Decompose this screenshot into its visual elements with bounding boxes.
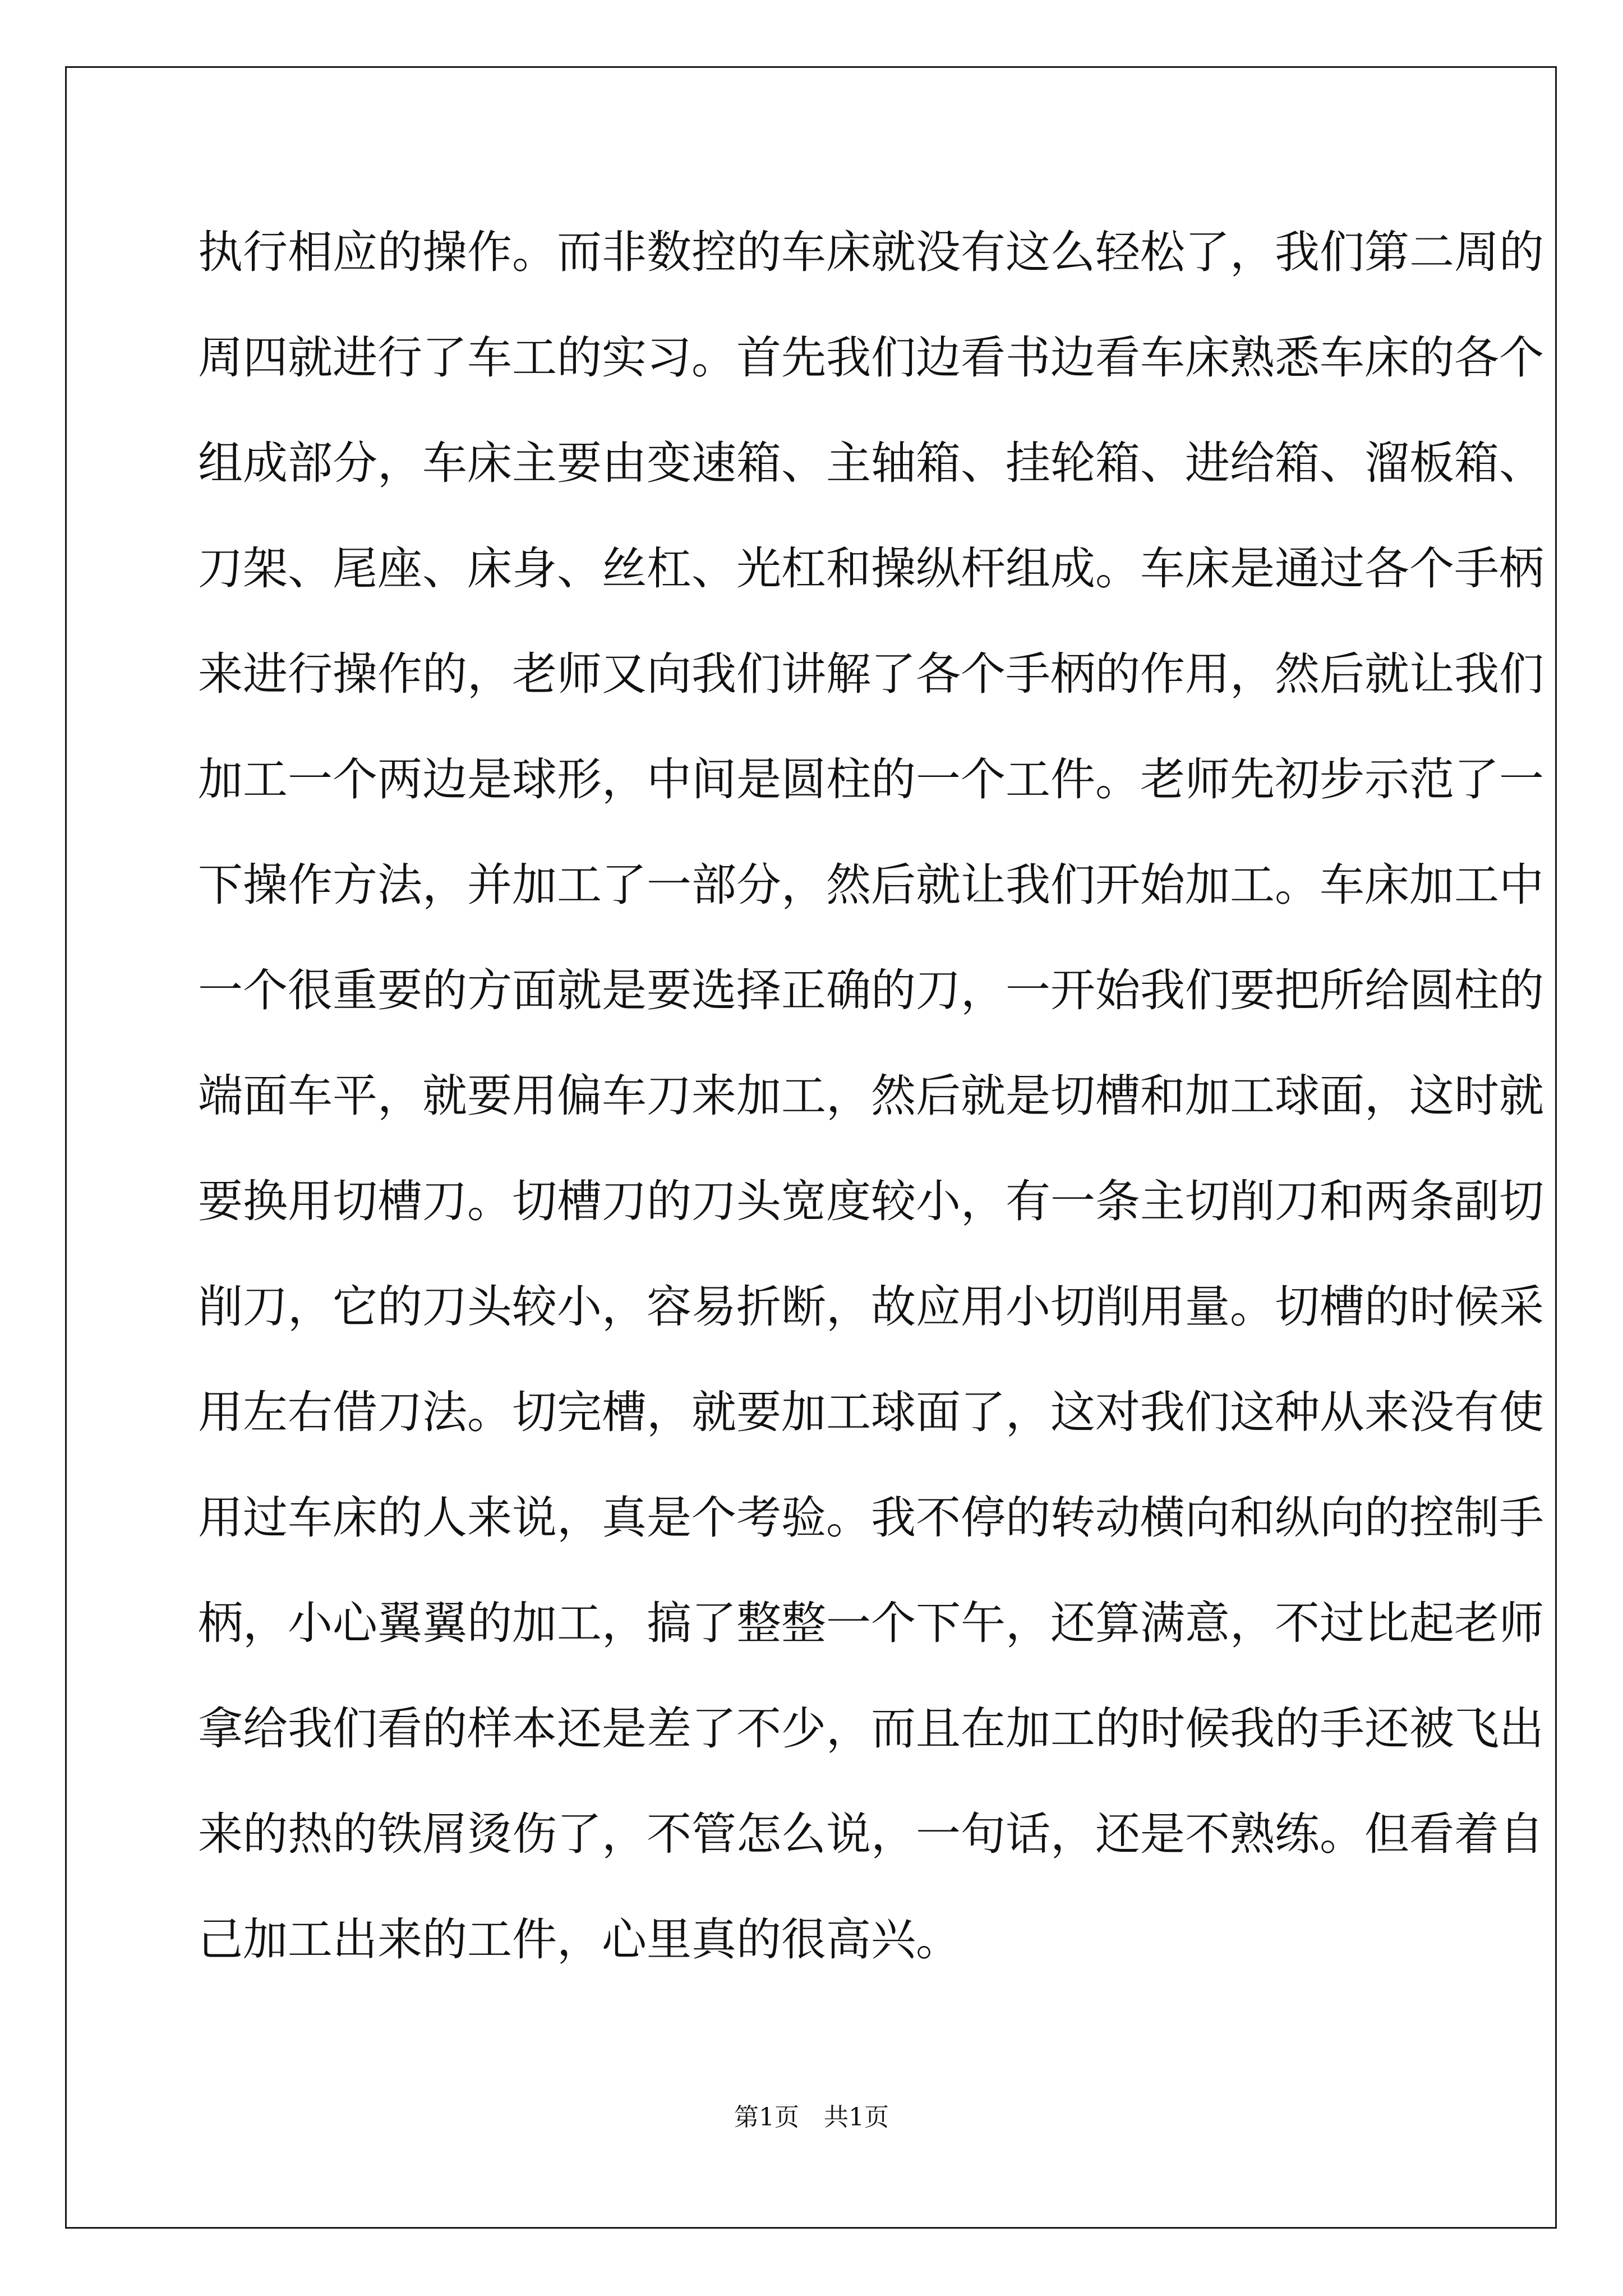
text-line: 削刀，它的刀头较小，容易折断，故应用小切削用量。切槽的时候采: [198, 1281, 1544, 1333]
page-footer: [0, 2101, 1623, 2134]
text-line: 来的热的铁屑烫伤了，不管怎么说，一句话，还是不熟练。但看着自: [198, 1808, 1544, 1860]
page-number-current: 第1页: [734, 2103, 799, 2132]
text-line: 刀架、尾座、床身、丝杠、光杠和操纵杆组成。车床是通过各个手柄: [198, 542, 1544, 595]
text-line: 要换用切槽刀。切槽刀的刀头宽度较小，有一条主切削刀和两条副切: [198, 1175, 1544, 1227]
text-line: 周四就进行了车工的实习。首先我们边看书边看车床熟悉车床的各个: [198, 332, 1544, 384]
text-line: 己加工出来的工件，心里真的很高兴。: [198, 1913, 961, 1966]
text-line: 一个很重要的方面就是要选择正确的刀，一开始我们要把所给圆柱的: [198, 964, 1544, 1016]
text-line: 组成部分，车床主要由变速箱、主轴箱、挂轮箱、进给箱、溜板箱、: [198, 437, 1544, 489]
text-line: 下操作方法，并加工了一部分，然后就让我们开始加工。车床加工中: [198, 859, 1544, 911]
text-line: 柄，小心翼翼的加工，搞了整整一个下午，还算满意，不过比起老师: [198, 1597, 1544, 1649]
document-body: [198, 213, 1544, 2006]
text-line: 用过车床的人来说，真是个考验。我不停的转动横向和纵向的控制手: [198, 1492, 1544, 1544]
text-line: 用左右借刀法。切完槽，就要加工球面了，这对我们这种从来没有使: [198, 1386, 1544, 1438]
text-line: 来进行操作的，老师又向我们讲解了各个手柄的作用，然后就让我们: [198, 648, 1544, 700]
text-line: 执行相应的操作。而非数控的车床就没有这么轻松了，我们第二周的: [198, 226, 1544, 278]
text-line: 拿给我们看的样本还是差了不少，而且在加工的时候我的手还被飞出: [198, 1703, 1544, 1755]
page-number-total: 共1页: [824, 2103, 889, 2132]
text-line: 加工一个两边是球形，中间是圆柱的一个工件。老师先初步示范了一: [198, 753, 1544, 806]
text-line: 端面车平，就要用偏车刀来加工，然后就是切槽和加工球面，这时就: [198, 1070, 1544, 1122]
